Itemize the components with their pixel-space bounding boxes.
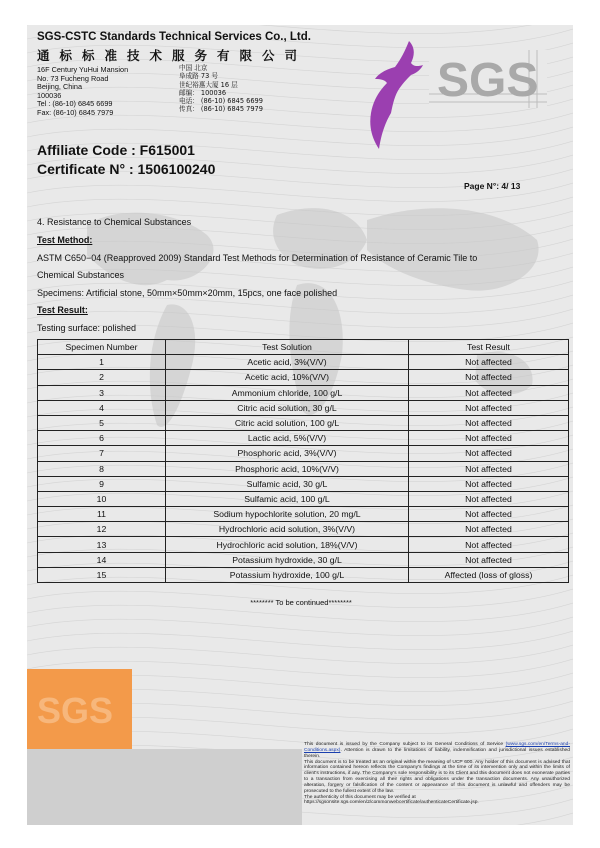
column-header: Test Solution xyxy=(166,340,409,355)
test-solution-cell: Acetic acid, 10%(V/V) xyxy=(166,370,409,385)
address-line: 邮编： 100036 xyxy=(179,88,227,97)
test-result-cell: Not affected xyxy=(409,522,569,537)
specimen-number-cell: 3 xyxy=(38,385,166,400)
table-row xyxy=(38,537,569,552)
table-row xyxy=(38,522,569,537)
test-result-cell: Not affected xyxy=(409,476,569,491)
test-solution-cell: Hydrochloric acid solution, 3%(V/V) xyxy=(166,522,409,537)
section-title: 4. Resistance to Chemical Substances xyxy=(37,217,192,227)
table-row xyxy=(38,476,569,491)
table-row xyxy=(38,355,569,370)
test-result-cell: Not affected xyxy=(409,400,569,415)
table-row xyxy=(38,370,569,385)
table-row xyxy=(38,552,569,567)
disclaimer-body: This document is to be treated as an original within the meaning of UCP 600. Any holder of this document is advised that information contained hereon reflects the Company's findings at the time of its intervention only and within the limits of client's instructions, if any. The Company's sole responsibility is to its Client and this document does not exonerate parties to a transaction from exercising all their rights and obligations under the transaction documents. Any unauthorized alteration, forgery or falsification of the content or appearance of this document is unlawful and offenders may be prosecuted to the fullest extent of the law. xyxy=(304,759,570,794)
address-line: 传真： (86-10) 6845 7979 xyxy=(179,105,263,114)
testing-surface: Testing surface: polished xyxy=(37,323,137,333)
company-name-cn: 通标标准技术服务有限公司 xyxy=(37,48,308,63)
test-result-cell: Not affected xyxy=(409,415,569,430)
specimen-number-cell: 10 xyxy=(38,491,166,506)
test-solution-cell: Phosphoric acid, 10%(V/V) xyxy=(166,461,409,476)
table-row xyxy=(38,400,569,415)
to-be-continued: ******** To be continued******** xyxy=(250,598,352,607)
disclaimer-text: . Attention is drawn to the limitations of liability, indemnification and jurisdictional issues established therein. xyxy=(304,747,570,759)
specimen-number-cell: 12 xyxy=(38,522,166,537)
test-result-cell: Not affected xyxy=(409,385,569,400)
test-solution-cell: Sulfamic acid, 30 g/L xyxy=(166,476,409,491)
table-row xyxy=(38,385,569,400)
specimen-number-cell: 6 xyxy=(38,431,166,446)
specimen-number-cell: 11 xyxy=(38,507,166,522)
specimen-number-cell: 1 xyxy=(38,355,166,370)
test-result-cell: Not affected xyxy=(409,491,569,506)
page-number: Page N°: 4/ 13 xyxy=(464,181,521,191)
test-solution-cell: Sodium hypochlorite solution, 20 mg/L xyxy=(166,507,409,522)
test-result-cell: Not affected xyxy=(409,446,569,461)
address-line: Tel : (86-10) 6845 6699 xyxy=(37,99,113,109)
specimen-number-cell: 5 xyxy=(38,415,166,430)
specimen-number-cell: 14 xyxy=(38,552,166,567)
disclaimer-text: This document is issued by the Company subject to its General Conditions of Service xyxy=(304,742,504,747)
address-line: 100036 xyxy=(37,90,62,100)
test-result-cell: Affected (loss of gloss) xyxy=(409,567,569,582)
address-line: Fax: (86-10) 6845 7979 xyxy=(37,107,114,117)
verify-text: The authenticity of this document may be verified at xyxy=(304,794,416,800)
specimens-text: Specimens: Artificial stone, 50mm×50mm×20mm, 15pcs, one face polished xyxy=(37,288,338,298)
table-row xyxy=(38,415,569,430)
test-result-cell: Not affected xyxy=(409,461,569,476)
table-row xyxy=(38,567,569,582)
results-table xyxy=(37,339,569,583)
specimen-number-cell: 13 xyxy=(38,537,166,552)
footer-band xyxy=(27,749,302,825)
test-solution-cell: Phosphoric acid, 3%(V/V) xyxy=(166,446,409,461)
sgs-logo-text: SGS xyxy=(437,54,539,107)
test-result-cell: Not affected xyxy=(409,431,569,446)
address-line: Beijing, China xyxy=(37,82,83,92)
specimen-number-cell: 9 xyxy=(38,476,166,491)
table-row xyxy=(38,461,569,476)
test-solution-cell: Sulfamic acid, 100 g/L xyxy=(166,491,409,506)
address-line: No. 73 Fucheng Road xyxy=(37,73,109,83)
test-solution-cell: Citric acid solution, 30 g/L xyxy=(166,400,409,415)
address-line: 中国 北京 xyxy=(179,64,208,72)
test-method-text: Chemical Substances xyxy=(37,270,125,280)
specimen-number-cell: 2 xyxy=(38,370,166,385)
column-header: Specimen Number xyxy=(38,340,166,355)
test-solution-cell: Potassium hydroxide, 30 g/L xyxy=(166,552,409,567)
test-result-cell: Not affected xyxy=(409,537,569,552)
affiliate-code: Affiliate Code : F615001 xyxy=(37,142,195,158)
address-line: 16F Century YuHui Mansion xyxy=(37,65,129,74)
test-solution-cell: Ammonium chloride, 100 g/L xyxy=(166,385,409,400)
test-solution-cell: Lactic acid, 5%(V/V) xyxy=(166,431,409,446)
test-result-cell: Not affected xyxy=(409,507,569,522)
test-result-cell: Not affected xyxy=(409,552,569,567)
specimen-number-cell: 8 xyxy=(38,461,166,476)
test-result-cell: Not affected xyxy=(409,355,569,370)
footer-logo-text: SGS xyxy=(37,690,114,731)
sgs-logo xyxy=(429,50,547,108)
orange-sgs-block xyxy=(27,669,132,749)
test-method-label: Test Method: xyxy=(37,235,93,245)
address-line: 电话： (86-10) 6845 6699 xyxy=(179,97,263,106)
test-result-cell: Not affected xyxy=(409,370,569,385)
company-name-en: SGS-CSTC Standards Technical Services Co., Ltd. xyxy=(37,31,311,43)
table-row xyxy=(38,491,569,506)
certificate-number: Certificate N° : 1506100240 xyxy=(37,161,216,177)
address-line: 阜成路 73 号 xyxy=(179,72,218,81)
table-header-row xyxy=(38,340,569,355)
table-row xyxy=(38,431,569,446)
test-solution-cell: Acetic acid, 3%(V/V) xyxy=(166,355,409,370)
specimen-number-cell: 15 xyxy=(38,567,166,582)
test-method-text: ASTM C650−04 (Reapproved 2009) Standard Test Methods for Determination of Resistance of Ceramic Tile to xyxy=(37,253,478,263)
address-en xyxy=(37,66,128,118)
disclaimer xyxy=(304,742,570,806)
table-row xyxy=(38,446,569,461)
specimen-number-cell: 7 xyxy=(38,446,166,461)
terms-link[interactable]: (www.sgs.com/en/Terms-and-Conditions.aspx) xyxy=(304,742,570,753)
table-row xyxy=(38,507,569,522)
test-solution-cell: Potassium hydroxide, 100 g/L xyxy=(166,567,409,582)
verify-url: https://sgsonsite.sgs.com/en/2/commonwebcertificate/authenticateCertificate.jsp. xyxy=(304,800,479,806)
test-solution-cell: Citric acid solution, 100 g/L xyxy=(166,415,409,430)
specimen-number-cell: 4 xyxy=(38,400,166,415)
bird-logo-icon xyxy=(357,39,427,151)
address-cn xyxy=(179,64,263,114)
certificate-page xyxy=(27,25,573,825)
test-result-label: Test Result: xyxy=(37,305,88,315)
column-header: Test Result xyxy=(409,340,569,355)
test-solution-cell: Hydrochloric acid solution, 18%(V/V) xyxy=(166,537,409,552)
address-line: 世纪裕惠大厦 16 层 xyxy=(179,80,238,89)
